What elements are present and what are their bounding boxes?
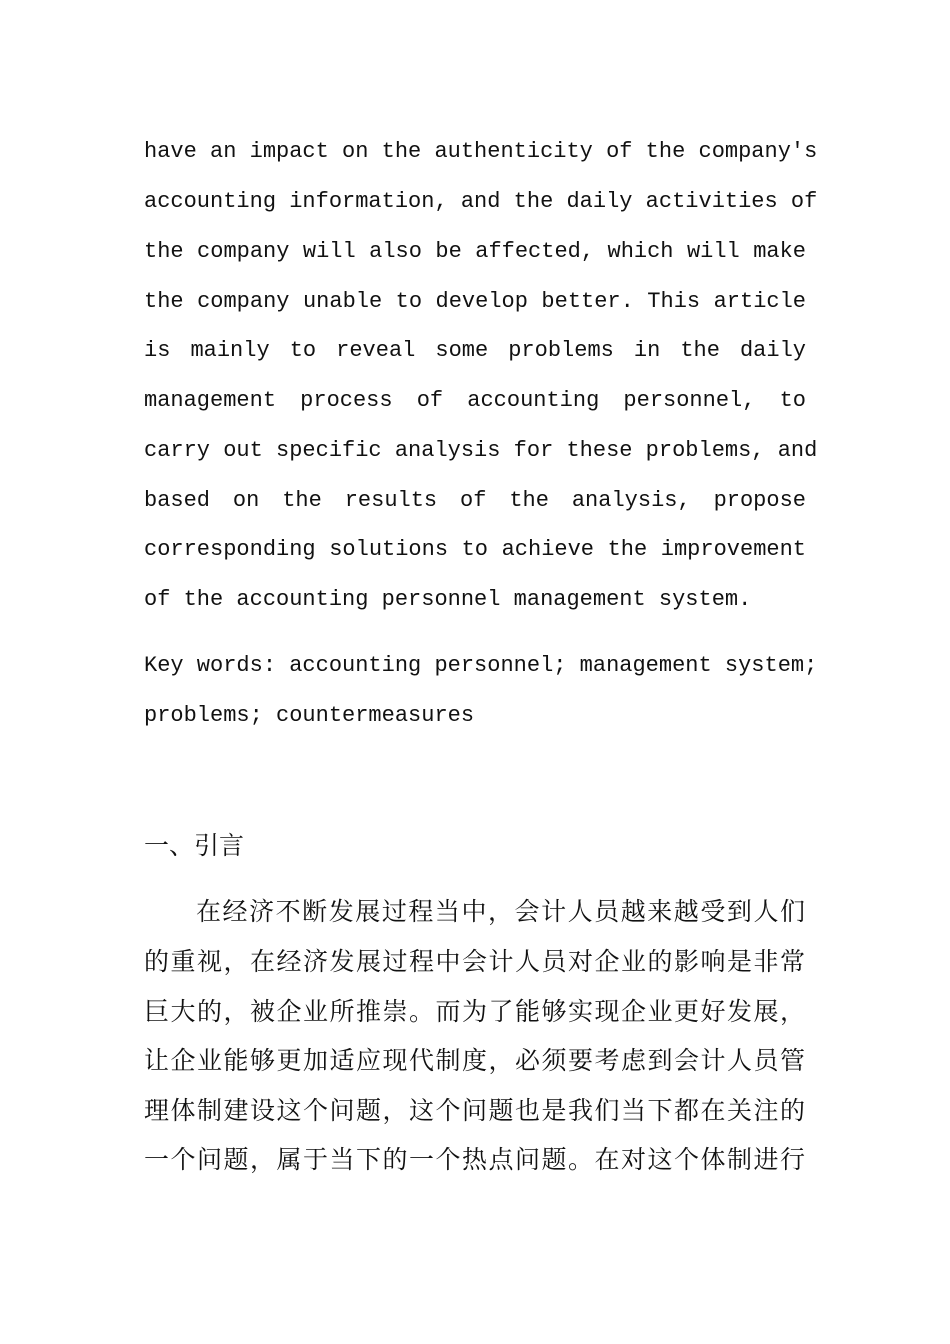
body-line: 在经济不断发展过程当中，会计人员越来越受到人们	[196, 897, 806, 926]
keywords-line: problems; countermeasures	[144, 703, 475, 728]
abstract-line: have an impact on the authenticity of the company's	[144, 139, 818, 164]
abstract-line: corresponding solutions to achieve the improvement	[144, 537, 806, 562]
abstract-line: of the accounting personnel management system.	[144, 587, 752, 612]
abstract-line: based on the results of the analysis, propose	[144, 488, 806, 513]
section-heading: 一、引言	[144, 831, 245, 860]
body-line: 让企业能够更加适应现代制度，必须要考虑到会计人员管	[144, 1046, 806, 1075]
body-line: 巨大的，被企业所推崇。而为了能够实现企业更好发展，	[144, 997, 806, 1026]
body-line: 一个问题，属于当下的一个热点问题。在对这个体制进行	[144, 1145, 806, 1174]
abstract-line: the company will also be affected, which will make	[144, 239, 806, 264]
abstract-line: is mainly to reveal some problems in the daily	[144, 338, 806, 363]
keywords-line: Key words: accounting personnel; management system;	[144, 653, 818, 678]
abstract-line: carry out specific analysis for these problems, and	[144, 438, 818, 463]
abstract-line: the company unable to develop better. This article	[144, 289, 806, 314]
body-line: 理体制建设这个问题，这个问题也是我们当下都在关注的	[144, 1096, 806, 1125]
abstract-line: management process of accounting personnel, to	[144, 388, 806, 413]
body-line: 的重视，在经济发展过程中会计人员对企业的影响是非常	[144, 947, 806, 976]
abstract-line: accounting information, and the daily activities of	[144, 189, 818, 214]
